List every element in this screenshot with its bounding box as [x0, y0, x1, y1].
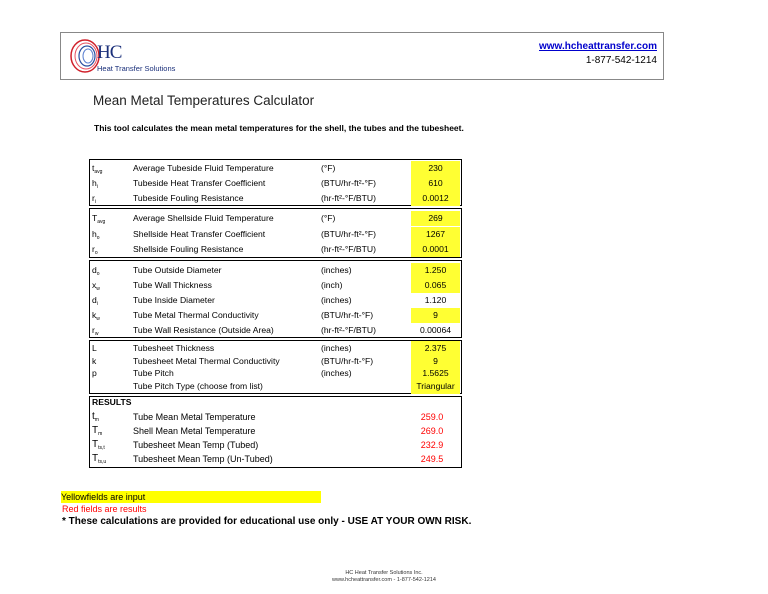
- result-row: [90, 438, 461, 452]
- input-row: [90, 227, 461, 242]
- result-label: Shell Mean Metal Temperature: [133, 426, 256, 436]
- variable-symbol: $d_i$: [92, 295, 98, 307]
- field-label: Average Shellside Fluid Temperature: [133, 213, 274, 223]
- variable-symbol: $T_{ts,u}$: [92, 453, 107, 465]
- input-row: [90, 278, 461, 293]
- input-row: [90, 161, 461, 176]
- field-label: Tube Outside Diameter: [133, 265, 222, 275]
- input-field[interactable]: 9: [411, 354, 460, 369]
- input-row: [90, 211, 461, 226]
- field-label: Tube Wall Resistance (Outside Area): [133, 325, 274, 335]
- phone-number: 1-877-542-1214: [585, 55, 657, 66]
- header: [60, 32, 664, 80]
- variable-symbol: k: [92, 355, 97, 366]
- input-row: [90, 379, 461, 394]
- website-link[interactable]: www.hcheattransfer.com: [539, 41, 657, 52]
- computed-value: 1.120: [424, 295, 447, 305]
- tubesheet-section: [89, 340, 462, 394]
- tube-section: [89, 260, 462, 338]
- input-row: [90, 176, 461, 191]
- field-label: Average Tubeside Fluid Temperature: [133, 163, 274, 173]
- input-field[interactable]: 0.0012: [411, 191, 460, 206]
- results-section: [89, 396, 462, 468]
- result-label: Tubesheet Mean Temp (Un-Tubed): [133, 454, 273, 464]
- variable-symbol: $t_{avg}$: [92, 163, 103, 175]
- input-row: [90, 191, 461, 206]
- field-unit: (BTU/hr-ft-°F): [321, 355, 374, 366]
- variable-symbol: $x_w$: [92, 280, 100, 292]
- disclaimer: * These calculations are provided for educational use only - USE AT YOUR OWN RISK.: [62, 516, 472, 527]
- legend-results: Red fields are results: [62, 504, 147, 514]
- field-unit: (hr-ft²-°F/BTU): [321, 193, 376, 203]
- variable-symbol: L: [92, 343, 97, 353]
- field-unit: (°F): [321, 163, 336, 173]
- field-unit: (BTU/hr-ft²-°F): [321, 228, 376, 239]
- field-unit: (hr-ft²-°F/BTU): [321, 244, 376, 254]
- variable-symbol: $t_m$: [92, 411, 99, 423]
- input-field[interactable]: 9: [411, 308, 460, 323]
- input-field[interactable]: 0.065: [411, 278, 460, 293]
- variable-symbol: $h_i$: [92, 178, 98, 190]
- input-field[interactable]: 610: [411, 176, 460, 191]
- field-label: Tube Wall Thickness: [133, 280, 212, 290]
- input-row: [90, 323, 461, 338]
- result-label: Tubesheet Mean Temp (Tubed): [133, 440, 259, 450]
- input-field[interactable]: 2.375: [411, 341, 460, 356]
- input-row: [90, 242, 461, 257]
- input-field[interactable]: 1.250: [411, 263, 460, 278]
- result-value: 269.0: [420, 426, 444, 436]
- logo-text: HC: [97, 42, 122, 63]
- legend-input: Yellowfields are input: [61, 491, 321, 503]
- field-label: Shellside Heat Transfer Coefficient: [133, 228, 266, 239]
- input-row: [90, 263, 461, 278]
- field-unit: (inches): [321, 343, 352, 353]
- result-value: 232.9: [420, 440, 444, 450]
- logo-subtitle: Heat Transfer Solutions: [97, 64, 176, 73]
- field-label: Tubesheet Metal Thermal Conductivity: [133, 355, 280, 366]
- result-value: 259.0: [420, 412, 444, 422]
- result-label: Tube Mean Metal Temperature: [133, 412, 256, 422]
- input-field[interactable]: 269: [411, 211, 460, 226]
- field-unit: (BTU/hr-ft²-°F): [321, 178, 376, 188]
- input-field[interactable]: 1.5625: [411, 366, 460, 381]
- footer-company: HC Heat Transfer Solutions Inc.: [345, 570, 423, 576]
- field-unit: (inches): [321, 265, 352, 275]
- input-field[interactable]: Triangular: [411, 379, 460, 394]
- variable-symbol: $r_o$: [92, 244, 98, 256]
- field-unit: (inches): [321, 295, 352, 305]
- input-field[interactable]: 230: [411, 161, 460, 176]
- variable-symbol: $d_o$: [92, 265, 100, 277]
- field-label: Tube Pitch: [133, 368, 174, 378]
- results-heading: RESULTS: [92, 397, 132, 407]
- computed-value: 0.00064: [419, 325, 452, 335]
- field-unit: (°F): [321, 213, 336, 223]
- field-label: Tube Pitch Type (choose from list): [133, 380, 263, 391]
- result-row: [90, 424, 461, 438]
- page-title: Mean Metal Temperatures Calculator: [93, 93, 315, 108]
- field-unit: (BTU/hr-ft-°F): [321, 310, 374, 320]
- input-row: [90, 308, 461, 323]
- variable-symbol: $h_o$: [92, 228, 100, 241]
- field-label: Shellside Fouling Resistance: [133, 244, 244, 254]
- field-label: Tube Metal Thermal Conductivity: [133, 310, 259, 320]
- variable-symbol: $r_w$: [92, 325, 99, 337]
- field-unit: (inch): [321, 280, 343, 290]
- tubeside-section: [89, 159, 462, 206]
- result-value: 249.5: [420, 454, 444, 464]
- input-row: [90, 293, 461, 308]
- variable-symbol: $r_i$: [92, 193, 96, 205]
- result-row: [90, 452, 461, 466]
- footer-contact: www.hcheattransfer.com - 1-877-542-1214: [332, 577, 436, 583]
- field-unit: (hr-ft²-°F/BTU): [321, 325, 376, 335]
- field-label: Tubeside Fouling Resistance: [133, 193, 244, 203]
- input-field[interactable]: 0.0001: [411, 242, 460, 257]
- shellside-section: [89, 208, 462, 258]
- result-row: [90, 410, 461, 424]
- variable-symbol: $k_w$: [92, 310, 100, 322]
- input-field[interactable]: 1267: [411, 227, 460, 242]
- field-label: Tubesheet Thickness: [133, 343, 215, 353]
- intro-text: This tool calculates the mean metal temperatures for the shell, the tubes and the tubesheet.: [94, 123, 464, 133]
- variable-symbol: $T_{ts,t}$: [92, 439, 105, 451]
- field-unit: (inches): [321, 368, 352, 378]
- company-logo: [67, 36, 207, 76]
- field-label: Tube Inside Diameter: [133, 295, 215, 305]
- field-label: Tubeside Heat Transfer Coefficient: [133, 178, 266, 188]
- variable-symbol: $T_m$: [92, 425, 103, 437]
- variable-symbol: $T_{avg}$: [92, 213, 106, 225]
- variable-symbol: p: [92, 368, 97, 378]
